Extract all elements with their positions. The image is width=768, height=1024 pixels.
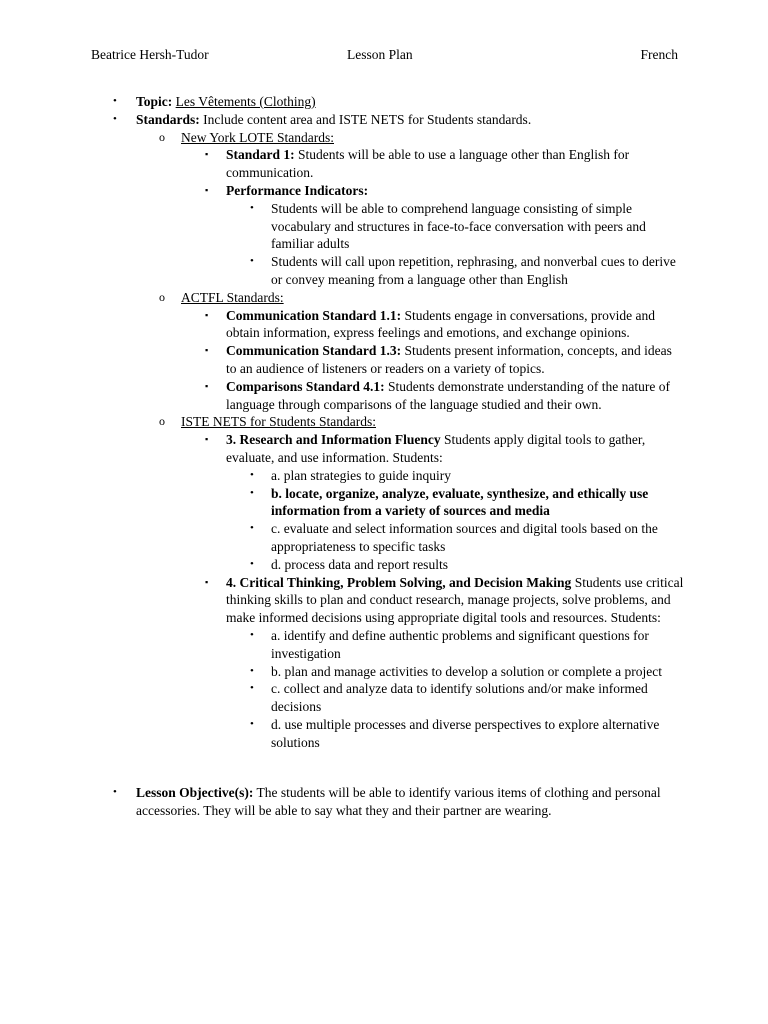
- iste-std3-item: [0, 485, 768, 521]
- iste-std4-item: [0, 716, 768, 752]
- bullet-icon: •: [113, 112, 117, 125]
- iste-std3-text: Students apply digital tools to gather, evaluate, and use information. Students:: [226, 432, 646, 465]
- iste-std4-label: 4. Critical Thinking, Problem Solving, and Decision Making: [226, 574, 572, 590]
- iste-standard-3: [0, 431, 768, 467]
- bullet-icon: •: [113, 786, 117, 799]
- iste-std4-item: [0, 680, 768, 716]
- iste-std3-item-text: a. plan strategies to guide inquiry: [271, 467, 451, 483]
- bullet-icon: •: [250, 255, 254, 268]
- iste-std4-item-text: c. collect and analyze data to identify solutions and/or make informed decisions: [271, 681, 648, 715]
- bullet-icon: •: [250, 557, 254, 570]
- standards-label: Standards:: [136, 111, 200, 127]
- subject-name: French: [640, 47, 678, 62]
- bullet-icon: •: [250, 201, 254, 214]
- standards-item: [0, 111, 768, 129]
- topic-item: [0, 93, 768, 111]
- iste-std4-item-text: a. identify and define authentic problems and significant questions for investigation: [271, 627, 649, 661]
- bullet-icon: •: [250, 682, 254, 695]
- actfl-label: Comparisons Standard 4.1:: [226, 378, 385, 394]
- ny-lote-heading: [0, 129, 768, 147]
- objective-item: [0, 784, 768, 820]
- author-name: Beatrice Hersh-Tudor: [91, 47, 209, 62]
- standard-label: Standard 1:: [226, 147, 295, 163]
- circle-bullet-icon: o: [159, 414, 165, 429]
- indicator-item: [0, 200, 768, 253]
- iste-std3-item-text: d. process data and report results: [271, 556, 448, 572]
- square-bullet-icon: ▪: [205, 434, 209, 445]
- bullet-icon: •: [250, 468, 254, 481]
- topic-value: Les Vêtements (Clothing): [175, 94, 316, 109]
- square-bullet-icon: ▪: [205, 380, 209, 391]
- actfl-heading: [0, 289, 768, 307]
- circle-bullet-icon: o: [159, 289, 165, 304]
- actfl-text: Students present information, concepts, and ideas to an audience of listeners or readers on a variety of topics.: [226, 343, 672, 376]
- actfl-label: Communication Standard 1.3:: [226, 343, 402, 359]
- iste-heading: [0, 413, 768, 431]
- square-bullet-icon: ▪: [205, 345, 209, 356]
- iste-std4-text: Students use critical thinking skills to plan and conduct research, manage projects, solve problems, and make informed decisions using appropriate digital tools and resources. Students:: [226, 574, 684, 626]
- indicator-text: Students will call upon repetition, rephrasing, and nonverbal cues to derive or convey meaning from a language other than English: [271, 254, 676, 287]
- topic-label: Topic:: [136, 94, 173, 109]
- iste-std4-item: [0, 663, 768, 681]
- square-bullet-icon: ▪: [205, 184, 209, 195]
- iste-std4-item-text: d. use multiple processes and diverse perspectives to explore alternative solutions: [271, 716, 660, 750]
- actfl-item: [0, 307, 768, 343]
- iste-std3-item: [0, 467, 768, 485]
- indicator-item: [0, 253, 768, 289]
- ny-lote-title: New York LOTE Standards:: [181, 129, 334, 145]
- actfl-item: [0, 342, 768, 378]
- square-bullet-icon: ▪: [205, 149, 209, 160]
- bullet-icon: •: [250, 664, 254, 677]
- square-bullet-icon: ▪: [205, 576, 209, 587]
- iste-std3-label: 3. Research and Information Fluency: [226, 432, 441, 448]
- document-type: Lesson Plan: [347, 47, 413, 62]
- performance-indicators-heading: [0, 182, 768, 200]
- bullet-icon: •: [113, 95, 117, 107]
- iste-standard-4: [0, 574, 768, 627]
- iste-std4-item: [0, 627, 768, 663]
- actfl-item: [0, 378, 768, 414]
- bullet-icon: •: [250, 628, 254, 641]
- actfl-text: Students demonstrate understanding of the nature of language through comparisons of the language studied and their own.: [226, 378, 670, 412]
- objective-text: The students will be able to identify various items of clothing and personal accessories. They will be able to say what they and their partner are wearing.: [136, 785, 661, 819]
- indicator-text: Students will be able to comprehend language consisting of simple vocabulary and structures in face-to-face conversation with peers and familiar adults: [271, 200, 646, 252]
- iste-std3-item-text: b. locate, organize, analyze, evaluate, synthesize, and ethically use information from a variety of sources and media: [271, 485, 649, 519]
- iste-std3-item-text: c. evaluate and select information sources and digital tools based on the appropriateness to specific tasks: [271, 521, 658, 554]
- actfl-label: Communication Standard 1.1:: [226, 307, 402, 323]
- iste-title: ISTE NETS for Students Standards:: [181, 414, 376, 430]
- bullet-icon: •: [250, 717, 254, 730]
- document-body: [0, 93, 768, 820]
- objective-label: Lesson Objective(s):: [136, 785, 254, 801]
- actfl-text: Students engage in conversations, provide and obtain information, express feelings and emotions, and exchange opinions.: [226, 307, 655, 341]
- iste-std4-item-text: b. plan and manage activities to develop a solution or complete a project: [271, 663, 662, 679]
- performance-indicators-label: Performance Indicators:: [226, 182, 369, 198]
- page-header: [91, 46, 678, 64]
- actfl-title: ACTFL Standards:: [181, 289, 284, 305]
- standards-value: Include content area and ISTE NETS for Students standards.: [203, 111, 532, 127]
- ny-lote-standard-1: [0, 146, 768, 182]
- standard-text: Students will be able to use a language other than English for communication.: [226, 147, 630, 181]
- bullet-icon: •: [250, 522, 254, 535]
- iste-std3-item: [0, 520, 768, 556]
- square-bullet-icon: ▪: [205, 309, 209, 320]
- bullet-icon: •: [250, 486, 254, 499]
- iste-std3-item: [0, 556, 768, 574]
- circle-bullet-icon: o: [159, 129, 165, 144]
